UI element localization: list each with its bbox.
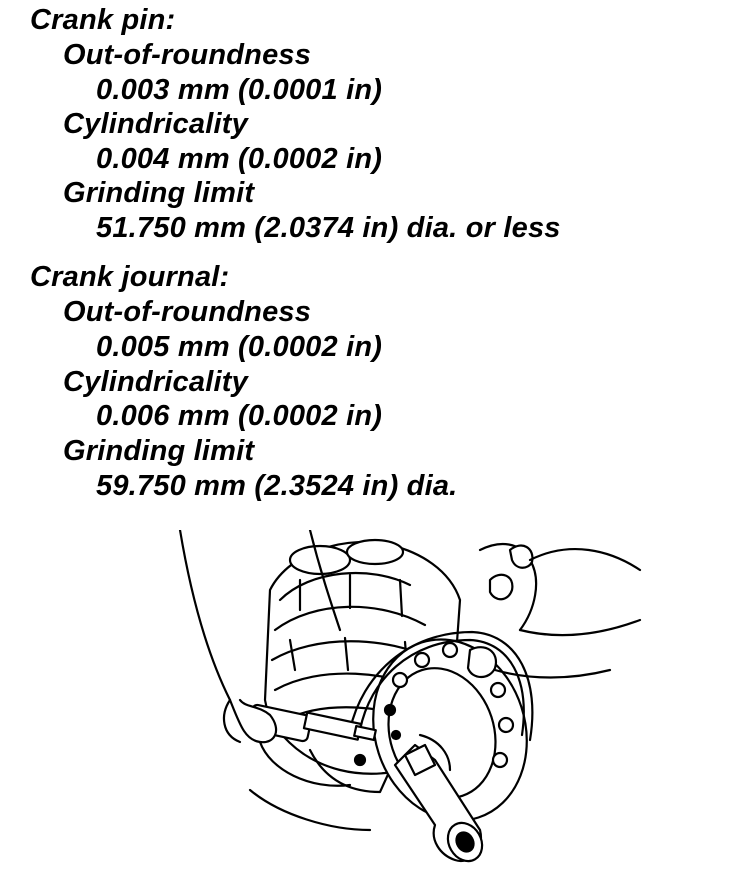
crank-pin-out-of-roundness-value: 0.003 mm (0.0001 in) — [96, 74, 383, 106]
section-title-crank-pin: Crank pin: — [30, 4, 176, 36]
right-hand — [468, 544, 640, 677]
crank-journal-cylindricality-value: 0.006 mm (0.0002 in) — [96, 400, 383, 432]
crank-pin-grinding-limit-value: 51.750 mm (2.0374 in) dia. or less — [96, 212, 561, 244]
crank-journal-cylindricality-label: Cylindricality — [63, 366, 248, 398]
crank-journal-grinding-limit-value: 59.750 mm (2.3524 in) dia. — [96, 470, 458, 502]
crank-pin-cylindricality-label: Cylindricality — [63, 108, 248, 140]
crank-journal-out-of-roundness-label: Out-of-roundness — [63, 296, 312, 328]
crank-journal-out-of-roundness-value: 0.005 mm (0.0002 in) — [96, 331, 383, 363]
crank-pin-out-of-roundness-label: Out-of-roundness — [63, 39, 312, 71]
micrometer-crankshaft-illustration — [150, 530, 650, 870]
crank-journal-grinding-limit-label: Grinding limit — [63, 435, 255, 467]
section-title-crank-journal: Crank journal: — [30, 261, 230, 293]
crank-pin-cylindricality-value: 0.004 mm (0.0002 in) — [96, 143, 383, 175]
crank-pin-grinding-limit-label: Grinding limit — [63, 177, 255, 209]
